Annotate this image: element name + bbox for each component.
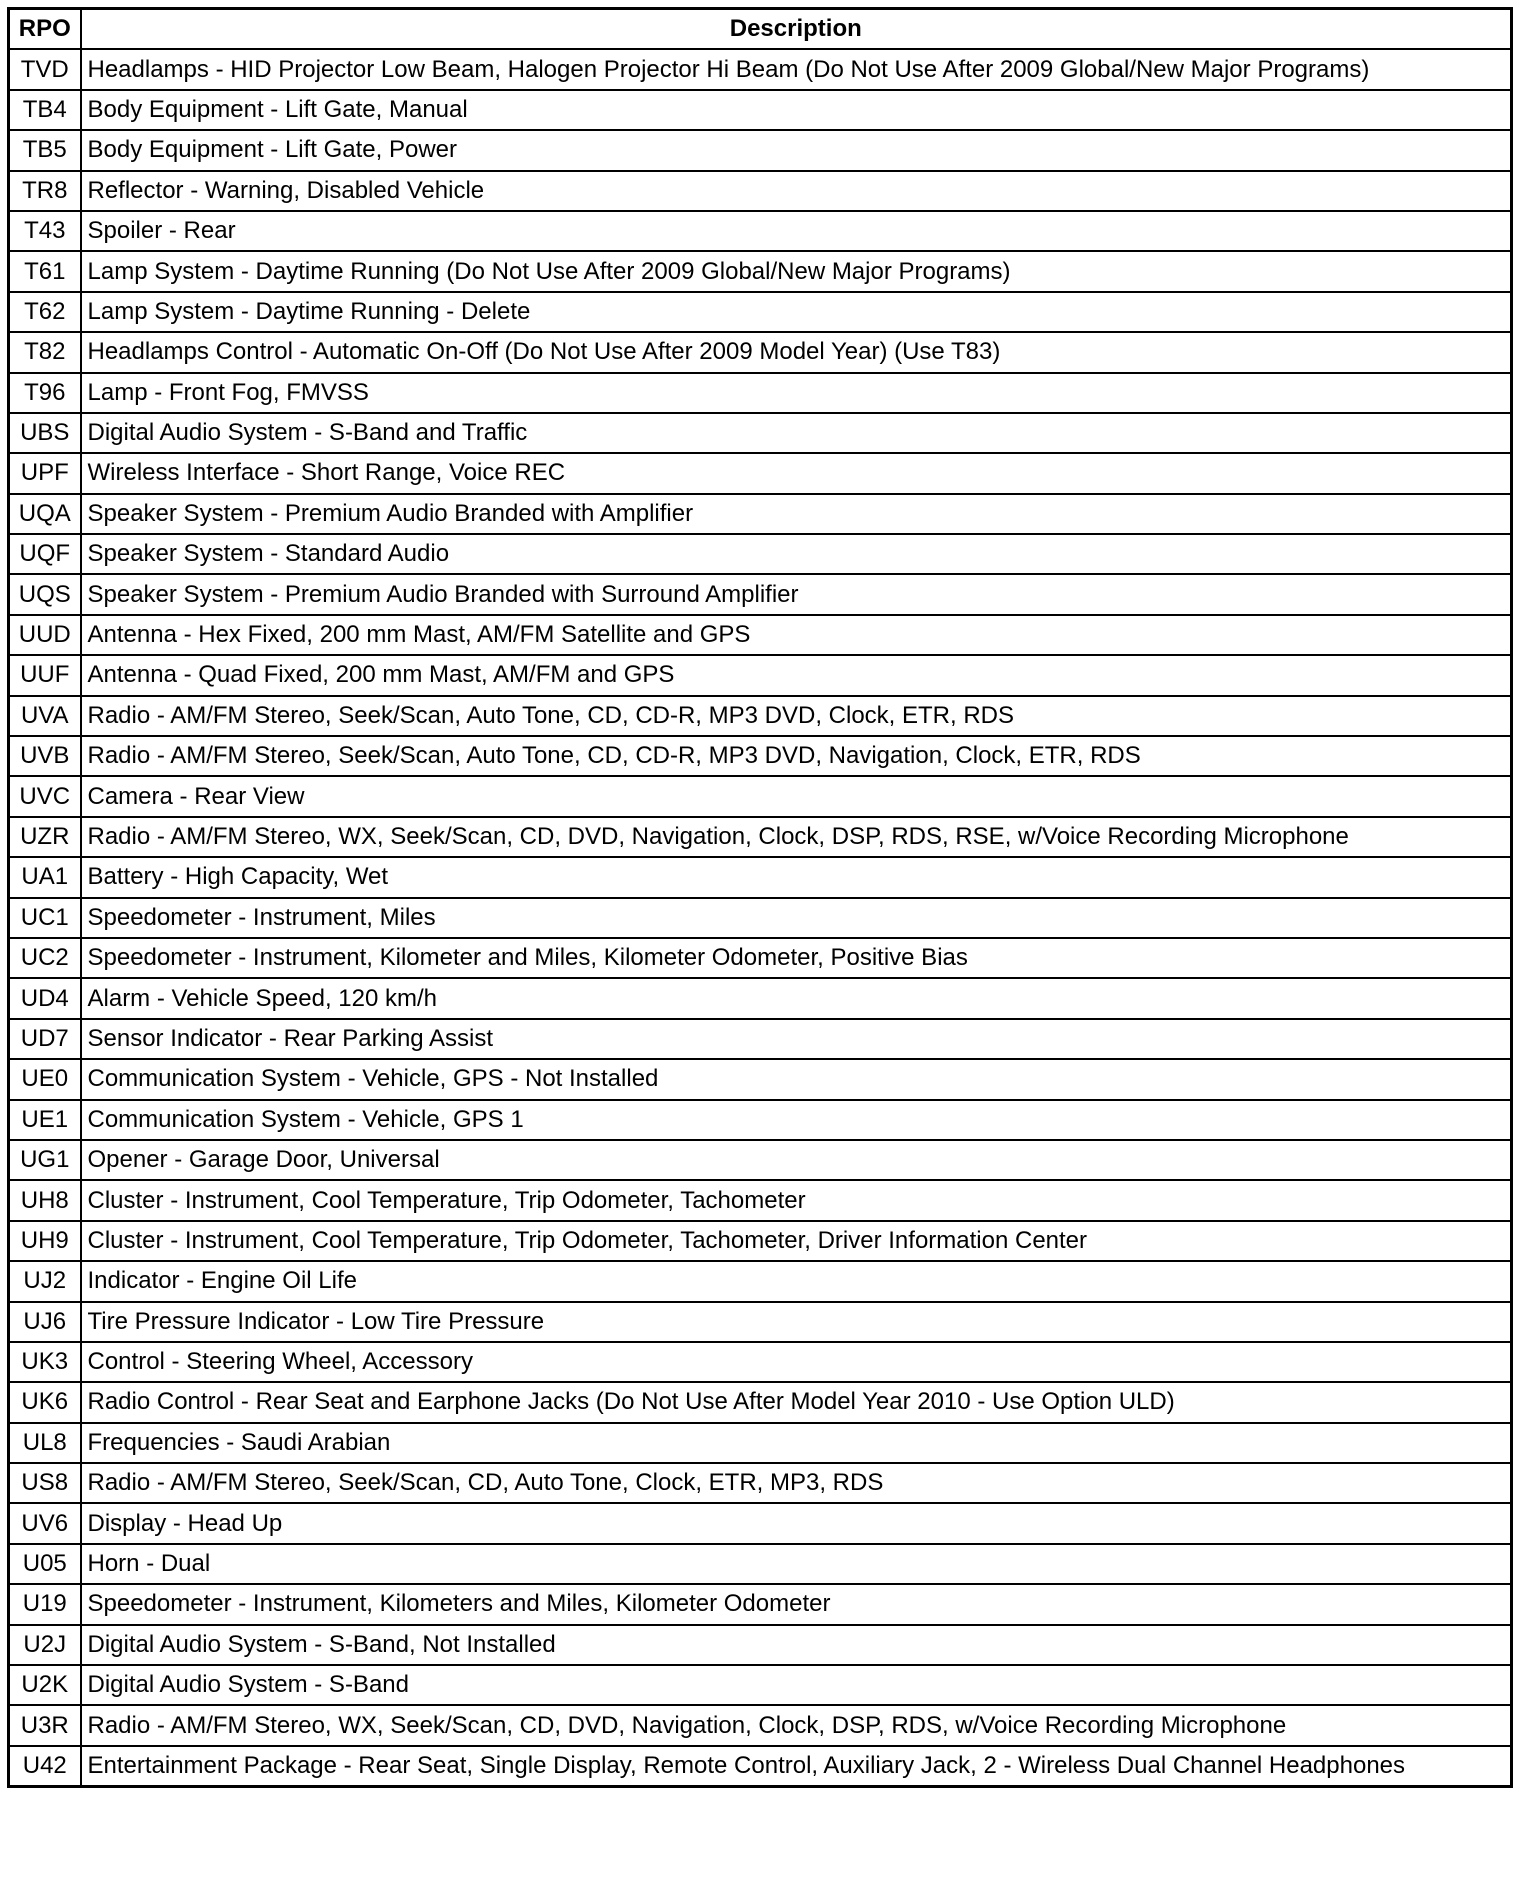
header-description: Description (81, 9, 1512, 50)
description-cell: Frequencies - Saudi Arabian (81, 1423, 1512, 1463)
description-cell: Speaker System - Standard Audio (81, 534, 1512, 574)
rpo-table (7, 7, 1513, 1788)
rpo-code-cell: UBS (9, 413, 81, 453)
description-cell: Reflector - Warning, Disabled Vehicle (81, 171, 1512, 211)
rpo-code-cell: TR8 (9, 171, 81, 211)
table-row (9, 90, 1512, 130)
description-cell: Alarm - Vehicle Speed, 120 km/h (81, 978, 1512, 1018)
table-row (9, 1463, 1512, 1503)
description-cell: Radio - AM/FM Stereo, Seek/Scan, Auto Tone, CD, CD-R, MP3 DVD, Clock, ETR, RDS (81, 696, 1512, 736)
rpo-code-cell: T62 (9, 292, 81, 332)
table-row (9, 130, 1512, 170)
description-cell: Radio - AM/FM Stereo, WX, Seek/Scan, CD, DVD, Navigation, Clock, DSP, RDS, w/Voice Recording Microphone (81, 1705, 1512, 1745)
description-cell: Battery - High Capacity, Wet (81, 857, 1512, 897)
rpo-code-cell: UC1 (9, 898, 81, 938)
description-cell: Radio - AM/FM Stereo, WX, Seek/Scan, CD, DVD, Navigation, Clock, DSP, RDS, RSE, w/Voice Recording Microphone (81, 817, 1512, 857)
table-row (9, 534, 1512, 574)
description-cell: Cluster - Instrument, Cool Temperature, Trip Odometer, Tachometer (81, 1180, 1512, 1220)
rpo-code-cell: UUD (9, 615, 81, 655)
table-row (9, 1302, 1512, 1342)
rpo-code-cell: UC2 (9, 938, 81, 978)
table-row (9, 1584, 1512, 1624)
table-row (9, 413, 1512, 453)
description-cell: Cluster - Instrument, Cool Temperature, Trip Odometer, Tachometer, Driver Information Center (81, 1221, 1512, 1261)
rpo-code-cell: UE1 (9, 1100, 81, 1140)
rpo-code-cell: UK3 (9, 1342, 81, 1382)
table-row (9, 736, 1512, 776)
description-cell: Digital Audio System - S-Band and Traffic (81, 413, 1512, 453)
table-row (9, 655, 1512, 695)
rpo-code-cell: U05 (9, 1544, 81, 1584)
table-row (9, 1544, 1512, 1584)
rpo-code-cell: UVA (9, 696, 81, 736)
rpo-code-cell: UD7 (9, 1019, 81, 1059)
table-row (9, 1100, 1512, 1140)
table-row (9, 1423, 1512, 1463)
description-cell: Radio - AM/FM Stereo, Seek/Scan, Auto Tone, CD, CD-R, MP3 DVD, Navigation, Clock, ETR, RDS (81, 736, 1512, 776)
table-row (9, 615, 1512, 655)
table-row (9, 494, 1512, 534)
description-cell: Control - Steering Wheel, Accessory (81, 1342, 1512, 1382)
table-row (9, 1625, 1512, 1665)
rpo-code-cell: UK6 (9, 1382, 81, 1422)
table-row (9, 857, 1512, 897)
table-row (9, 1746, 1512, 1787)
description-cell: Antenna - Quad Fixed, 200 mm Mast, AM/FM and GPS (81, 655, 1512, 695)
table-row (9, 574, 1512, 614)
table-row (9, 292, 1512, 332)
rpo-code-cell: UL8 (9, 1423, 81, 1463)
table-body (9, 49, 1512, 1786)
rpo-code-cell: TB4 (9, 90, 81, 130)
description-cell: Lamp System - Daytime Running (Do Not Use After 2009 Global/New Major Programs) (81, 251, 1512, 291)
description-cell: Body Equipment - Lift Gate, Power (81, 130, 1512, 170)
table-row (9, 817, 1512, 857)
rpo-code-cell: T96 (9, 373, 81, 413)
description-cell: Lamp - Front Fog, FMVSS (81, 373, 1512, 413)
rpo-code-cell: US8 (9, 1463, 81, 1503)
description-cell: Display - Head Up (81, 1503, 1512, 1543)
rpo-code-cell: UJ6 (9, 1302, 81, 1342)
table-row (9, 1221, 1512, 1261)
description-cell: Sensor Indicator - Rear Parking Assist (81, 1019, 1512, 1059)
description-cell: Headlamps Control - Automatic On-Off (Do Not Use After 2009 Model Year) (Use T83) (81, 332, 1512, 372)
rpo-code-cell: UQF (9, 534, 81, 574)
rpo-code-cell: UPF (9, 453, 81, 493)
description-cell: Radio Control - Rear Seat and Earphone Jacks (Do Not Use After Model Year 2010 - Use Option ULD) (81, 1382, 1512, 1422)
description-cell: Radio - AM/FM Stereo, Seek/Scan, CD, Auto Tone, Clock, ETR, MP3, RDS (81, 1463, 1512, 1503)
table-row (9, 1705, 1512, 1745)
rpo-code-cell: UA1 (9, 857, 81, 897)
table-row (9, 1261, 1512, 1301)
description-cell: Spoiler - Rear (81, 211, 1512, 251)
rpo-code-cell: U2J (9, 1625, 81, 1665)
description-cell: Speedometer - Instrument, Kilometers and Miles, Kilometer Odometer (81, 1584, 1512, 1624)
rpo-code-cell: UD4 (9, 978, 81, 1018)
table-row (9, 978, 1512, 1018)
rpo-code-cell: TB5 (9, 130, 81, 170)
table-header (9, 9, 1512, 50)
description-cell: Wireless Interface - Short Range, Voice REC (81, 453, 1512, 493)
description-cell: Lamp System - Daytime Running - Delete (81, 292, 1512, 332)
rpo-code-cell: U2K (9, 1665, 81, 1705)
rpo-code-cell: T61 (9, 251, 81, 291)
table-row (9, 453, 1512, 493)
description-cell: Camera - Rear View (81, 776, 1512, 816)
rpo-code-cell: UVC (9, 776, 81, 816)
description-cell: Speedometer - Instrument, Miles (81, 898, 1512, 938)
description-cell: Body Equipment - Lift Gate, Manual (81, 90, 1512, 130)
description-cell: Communication System - Vehicle, GPS 1 (81, 1100, 1512, 1140)
rpo-code-cell: UV6 (9, 1503, 81, 1543)
description-cell: Entertainment Package - Rear Seat, Single Display, Remote Control, Auxiliary Jack, 2 - Wireless Dual Channel Headphones (81, 1746, 1512, 1787)
table-row (9, 1342, 1512, 1382)
table-row (9, 1059, 1512, 1099)
table-row (9, 696, 1512, 736)
rpo-code-cell: UZR (9, 817, 81, 857)
rpo-code-cell: UJ2 (9, 1261, 81, 1301)
description-cell: Digital Audio System - S-Band (81, 1665, 1512, 1705)
table-row (9, 171, 1512, 211)
rpo-code-cell: UQS (9, 574, 81, 614)
table-row (9, 332, 1512, 372)
rpo-code-cell: U42 (9, 1746, 81, 1787)
rpo-code-cell: T43 (9, 211, 81, 251)
table-row (9, 776, 1512, 816)
description-cell: Communication System - Vehicle, GPS - Not Installed (81, 1059, 1512, 1099)
description-cell: Horn - Dual (81, 1544, 1512, 1584)
table-row (9, 1180, 1512, 1220)
rpo-code-cell: UG1 (9, 1140, 81, 1180)
rpo-code-cell: UH9 (9, 1221, 81, 1261)
table-row (9, 1382, 1512, 1422)
rpo-code-cell: UH8 (9, 1180, 81, 1220)
table-row (9, 1503, 1512, 1543)
rpo-code-cell: UVB (9, 736, 81, 776)
description-cell: Speedometer - Instrument, Kilometer and Miles, Kilometer Odometer, Positive Bias (81, 938, 1512, 978)
description-cell: Speaker System - Premium Audio Branded with Surround Amplifier (81, 574, 1512, 614)
header-row (9, 9, 1512, 50)
rpo-code-cell: UQA (9, 494, 81, 534)
table-row (9, 898, 1512, 938)
description-cell: Opener - Garage Door, Universal (81, 1140, 1512, 1180)
rpo-code-cell: UUF (9, 655, 81, 695)
rpo-code-cell: TVD (9, 49, 81, 89)
table-row (9, 49, 1512, 89)
rpo-code-cell: UE0 (9, 1059, 81, 1099)
table-row (9, 1665, 1512, 1705)
description-cell: Headlamps - HID Projector Low Beam, Halogen Projector Hi Beam (Do Not Use After 2009 Global/New Major Programs) (81, 49, 1512, 89)
rpo-code-cell: U19 (9, 1584, 81, 1624)
rpo-code-cell: T82 (9, 332, 81, 372)
table-row (9, 1140, 1512, 1180)
table-row (9, 251, 1512, 291)
description-cell: Indicator - Engine Oil Life (81, 1261, 1512, 1301)
description-cell: Antenna - Hex Fixed, 200 mm Mast, AM/FM Satellite and GPS (81, 615, 1512, 655)
table-row (9, 211, 1512, 251)
table-row (9, 1019, 1512, 1059)
description-cell: Speaker System - Premium Audio Branded with Amplifier (81, 494, 1512, 534)
rpo-code-cell: U3R (9, 1705, 81, 1745)
description-cell: Digital Audio System - S-Band, Not Installed (81, 1625, 1512, 1665)
description-cell: Tire Pressure Indicator - Low Tire Pressure (81, 1302, 1512, 1342)
table-row (9, 938, 1512, 978)
table-row (9, 373, 1512, 413)
header-rpo: RPO (9, 9, 81, 50)
